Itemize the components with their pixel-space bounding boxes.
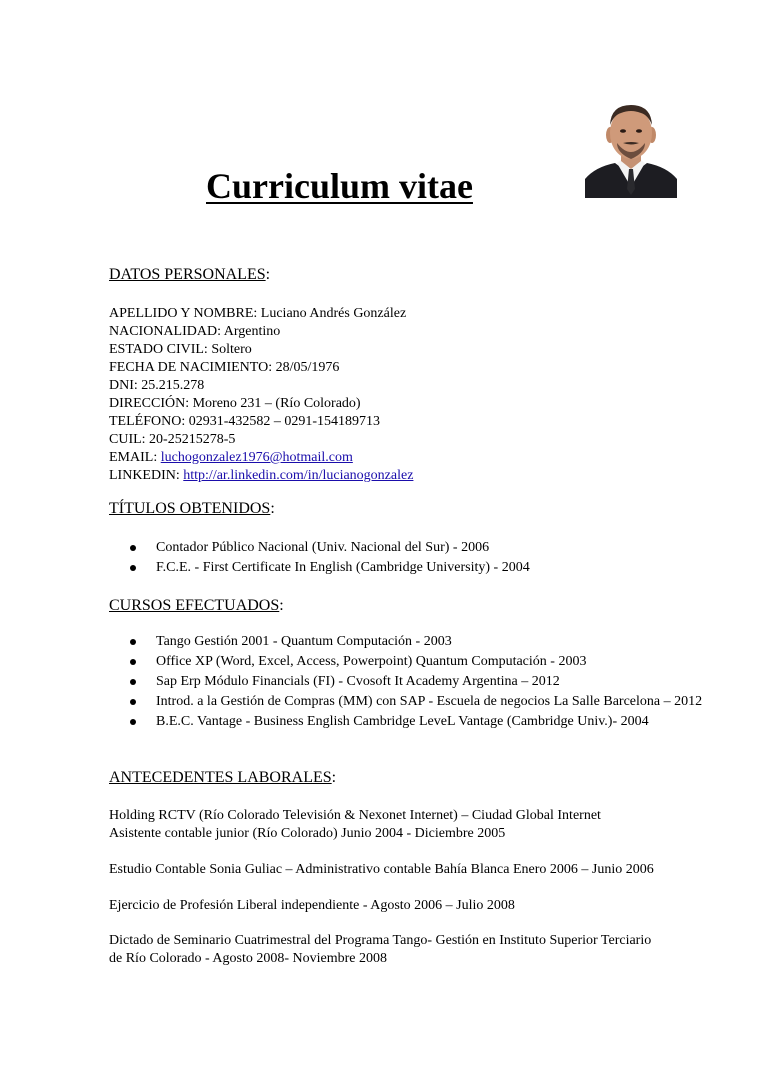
personal-nationality: NACIONALIDAD: Argentino [109,324,281,339]
section-heading-titulos: TÍTULOS OBTENIDOS: [109,500,275,517]
job-entry [109,897,515,915]
bullet-icon [130,545,136,551]
list-item: Tango Gestión 2001 - Quantum Computación - 2003 [109,632,702,652]
job-line: de Río Colorado - Agosto 2008- Noviembre 2008 [109,951,388,966]
list-item: Introd. a la Gestión de Compras (MM) con SAP - Escuela de negocios La Salle Barcelona – 2012 [109,692,702,712]
job-line: Asistente contable junior (Río Colorado) Junio 2004 - Diciembre 2005 [109,826,506,841]
list-item: Office XP (Word, Excel, Access, Powerpoint) Quantum Computación - 2003 [109,652,702,672]
job-line: Estudio Contable Sonia Guliac – Administrativo contable Bahía Blanca Enero 2006 – Junio 2006 [109,862,654,877]
personal-data-block [109,305,413,485]
section-heading-datos-personales: DATOS PERSONALES: [109,266,271,283]
list-item: Contador Público Nacional (Univ. Nacional del Sur) - 2006 [109,538,530,558]
email-link[interactable]: luchogonzalez1976@hotmail.com [160,450,353,465]
list-item: B.E.C. Vantage - Business English Cambridge LeveL Vantage (Cambridge Univ.)- 2004 [109,712,702,732]
page-title: Curriculum vitae [206,166,473,206]
job-entry [109,932,651,968]
personal-email-line: EMAIL: luchogonzalez1976@hotmail.com [109,450,353,465]
bullet-icon [130,719,136,725]
personal-linkedin-line: LINKEDIN: http://ar.linkedin.com/in/lucianogonzalez [109,468,414,483]
cursos-list [109,632,702,732]
personal-cuil: CUIL: 20-25215278-5 [109,432,236,447]
job-entry [109,861,654,879]
bullet-icon [130,639,136,645]
bullet-icon [130,679,136,685]
personal-address: DIRECCIÓN: Moreno 231 – (Río Colorado) [109,396,361,411]
job-line: Holding RCTV (Río Colorado Televisión & Nexonet Internet) – Ciudad Global Internet [109,808,601,823]
bullet-icon [130,659,136,665]
personal-phone: TELÉFONO: 02931-432582 – 0291-154189713 [109,414,381,429]
bullet-icon [130,565,136,571]
list-item: F.C.E. - First Certificate In English (Cambridge University) - 2004 [109,558,530,578]
section-heading-antecedentes: ANTECEDENTES LABORALES: [109,769,337,786]
personal-civil-status: ESTADO CIVIL: Soltero [109,342,252,357]
personal-birth-date: FECHA DE NACIMIENTO: 28/05/1976 [109,360,340,375]
job-line: Dictado de Seminario Cuatrimestral del Programa Tango- Gestión en Instituto Superior Terciario [109,933,652,948]
profile-photo [585,97,677,198]
bullet-icon [130,699,136,705]
personal-name: APELLIDO Y NOMBRE: Luciano Andrés González [109,306,407,321]
job-line: Ejercicio de Profesión Liberal independiente - Agosto 2006 – Julio 2008 [109,898,515,913]
titulos-list [109,538,530,578]
linkedin-link[interactable]: http://ar.linkedin.com/in/lucianogonzalez [183,468,414,483]
section-heading-cursos: CURSOS EFECTUADOS: [109,597,284,614]
job-entry [109,807,601,843]
list-item: Sap Erp Módulo Financials (FI) - Cvosoft It Academy Argentina – 2012 [109,672,702,692]
personal-dni: DNI: 25.215.278 [109,378,205,393]
